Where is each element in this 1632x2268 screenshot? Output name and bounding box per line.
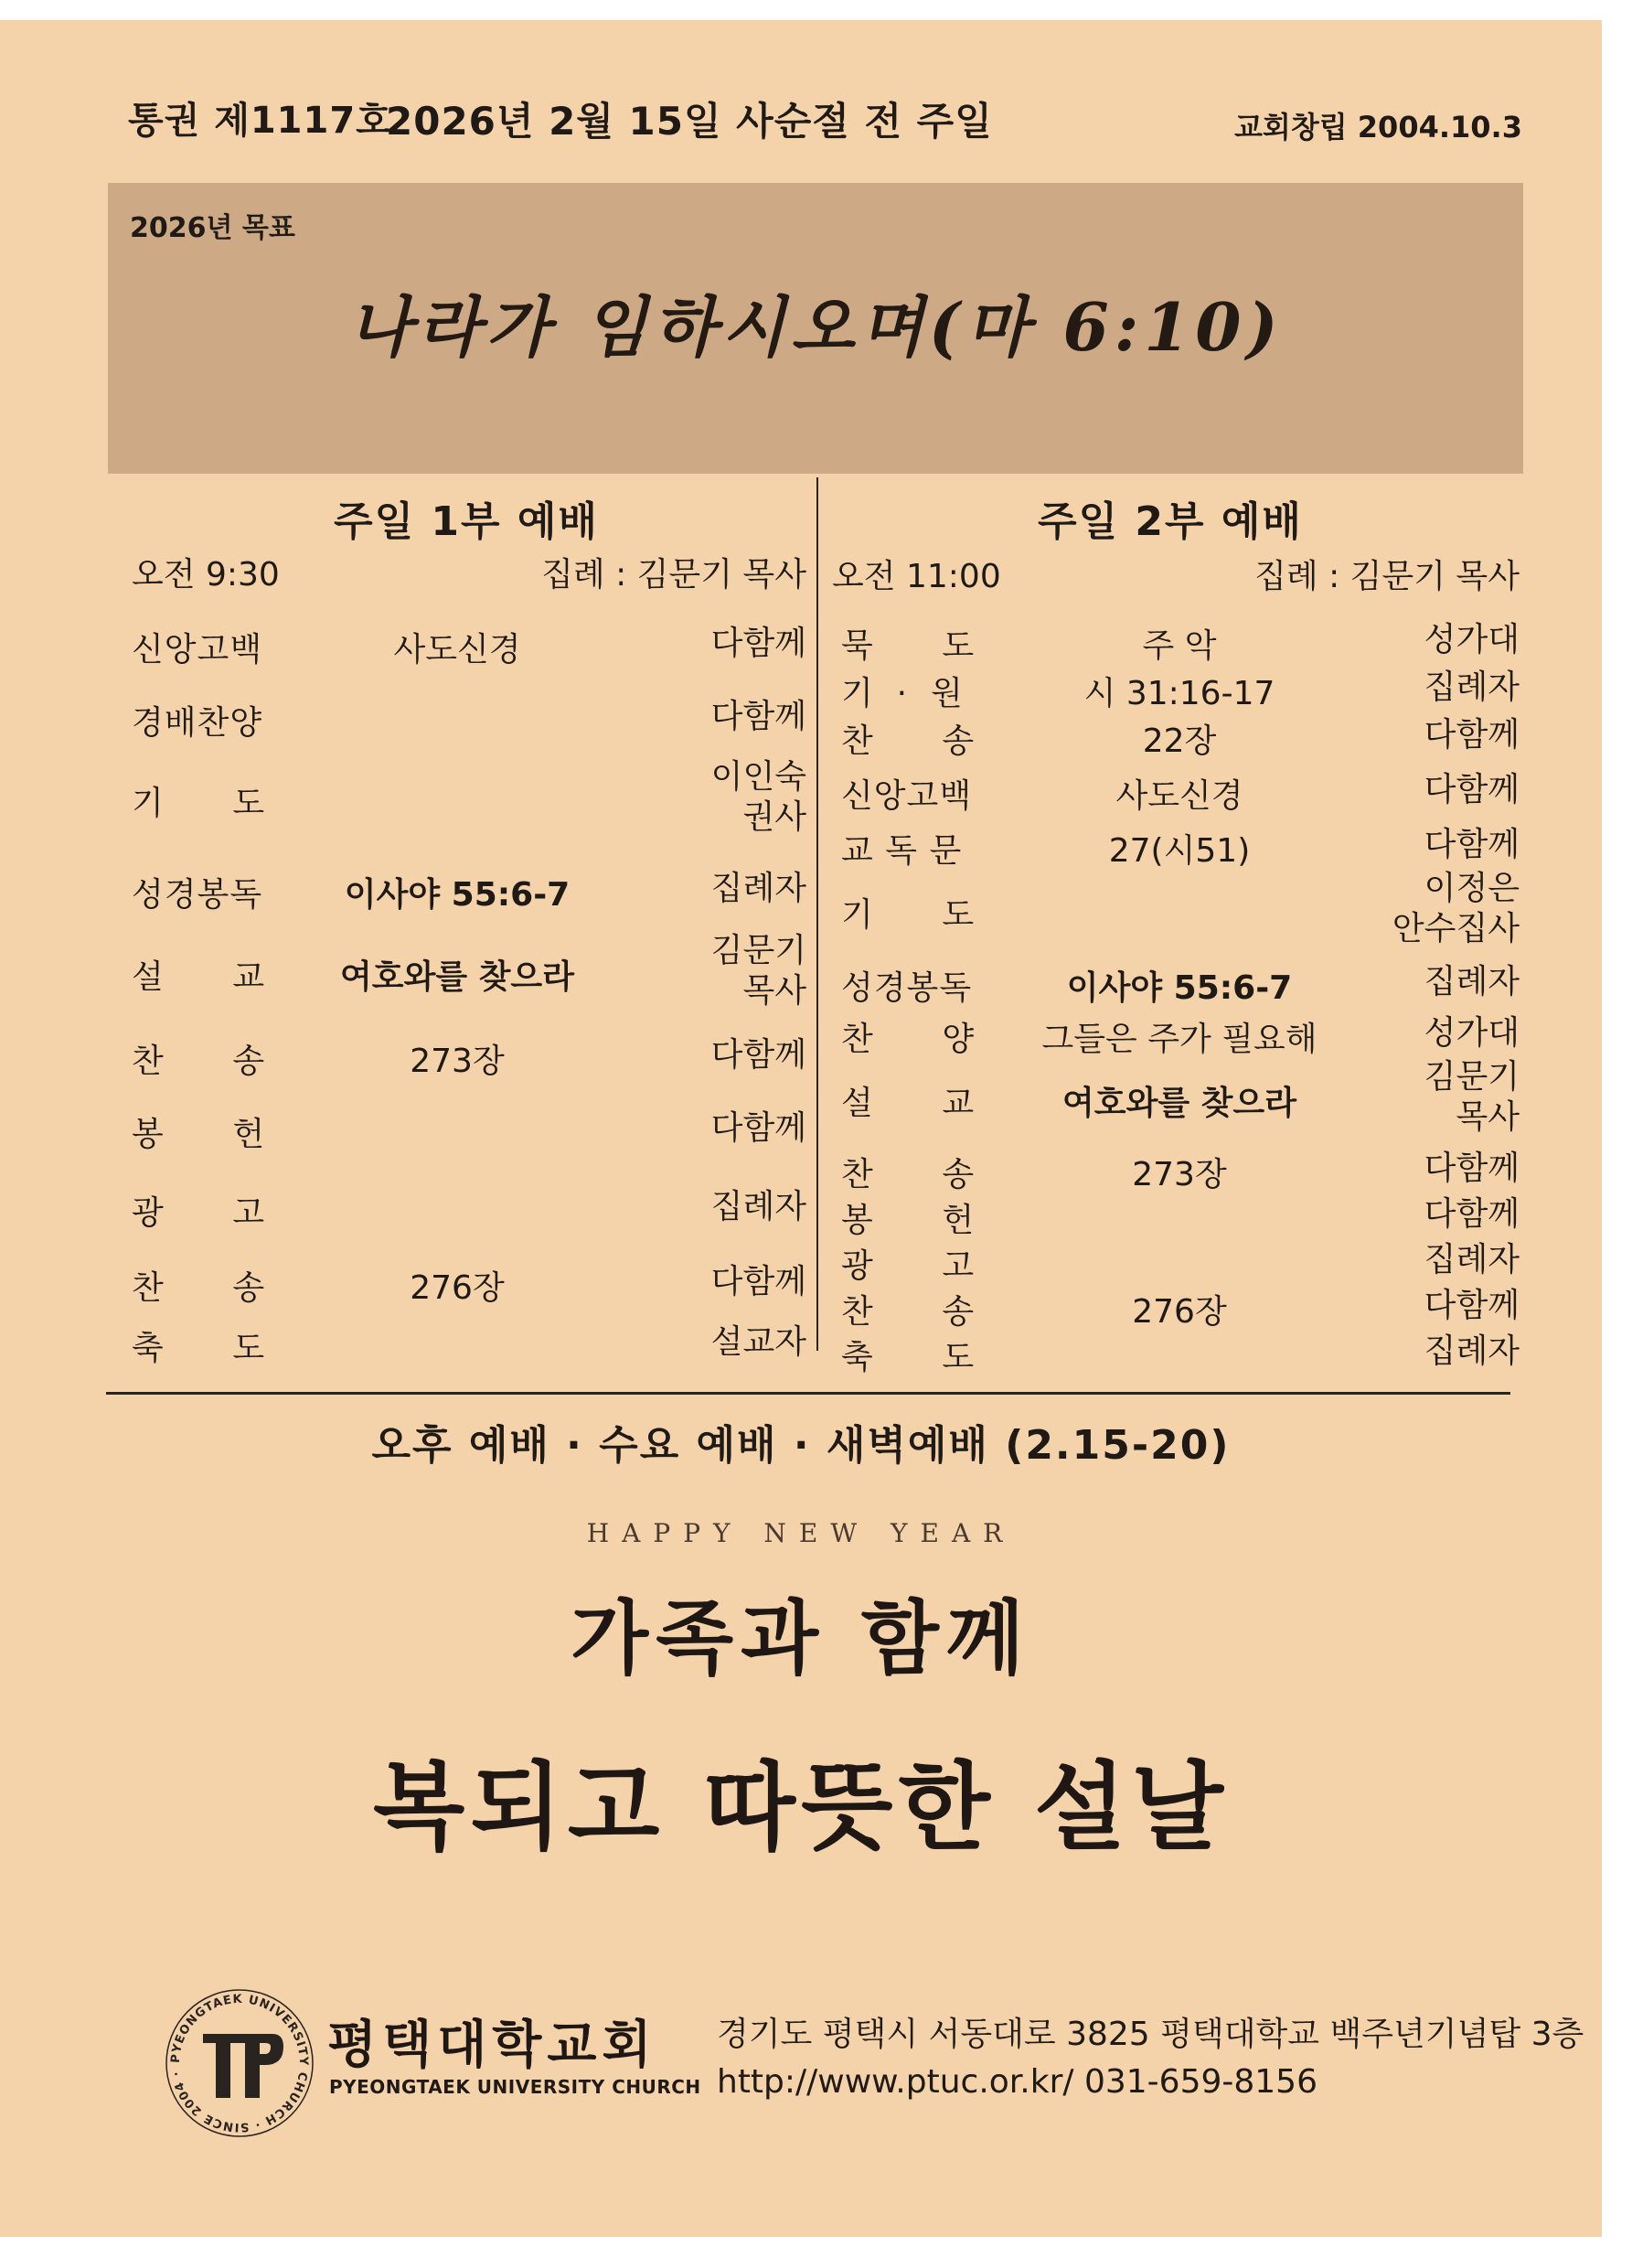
service1-item-name: 설 교 [132,958,266,996]
service1-item-performer: 다함께 [710,1109,806,1147]
service2-item-performer: 다함께 [1424,1195,1520,1233]
service1-time: 오전 9:30 [132,556,280,594]
other-services: 오후 예배 · 수요 예배 · 새벽예배 (2.15-20) [371,1422,1231,1469]
service2-item-name: 설 교 [841,1085,976,1122]
service2-item-performer: 다함께 [1424,826,1520,863]
service2-item-performer: 다함께 [1424,1150,1520,1187]
service1-item-name: 성경봉독 [132,876,263,914]
service2-item-performer: 성가대 [1424,621,1520,658]
service2-item-name: 광 고 [841,1247,976,1285]
church-website-phone[interactable]: http://www.ptuc.or.kr/ 031-659-8156 [717,2063,1317,2101]
service2-item-name: 축 도 [841,1339,976,1376]
service1-item-name: 광 고 [132,1194,266,1232]
greeting-line-1: 가족과 함께 [571,1590,1031,1685]
church-name-english: PYEONGTAEK UNIVERSITY CHURCH [329,2076,701,2098]
service1-item-content: 사도신경 [393,631,521,669]
bulletin-page [0,20,1602,2237]
service2-item-content: 여호와를 찾으라 [1062,1085,1296,1122]
service2-item-name: 기 · 원 [841,675,964,712]
service1-item-performer: 다함께 [710,625,806,662]
service2-item-name: 성경봉독 [841,969,973,1007]
service1-item-name: 찬 송 [132,1269,266,1307]
service2-item-performer: 이정은 안수집사 [1392,870,1520,947]
bulletin-date-title: 2026년 2월 15일 사순절 전 주일 [386,99,993,144]
service1-item-name: 기 도 [132,785,266,822]
service2-item-performer: 김문기 목사 [1424,1058,1520,1136]
service2-time: 오전 11:00 [832,558,1001,595]
service2-item-performer: 성가대 [1424,1014,1520,1052]
service2-title: 주일 2부 예배 [1038,498,1303,545]
service2-item-name: 교 독 문 [841,832,963,870]
service1-item-performer: 다함께 [710,1036,806,1074]
service2-item-content: 27(시51) [1108,832,1251,870]
service2-item-performer: 집례자 [1424,1332,1520,1370]
issue-number: 통권 제1117호 [128,100,392,142]
year-goal-banner [108,183,1523,474]
service1-item-content: 여호와를 찾으라 [340,958,574,996]
service1-item-name: 축 도 [132,1330,266,1367]
year-goal-text: 나라가 임하시오며(마 6:10) [347,288,1284,366]
service2-item-name: 찬 송 [841,1293,976,1331]
service2-item-content: 273장 [1132,1156,1227,1193]
service1-item-content: 276장 [410,1269,505,1307]
service2-item-name: 봉 헌 [841,1202,976,1239]
service2-item-name: 찬 송 [841,722,976,760]
service1-item-performer: 다함께 [710,698,806,735]
happy-new-year-text: HAPPY NEW YEAR [586,1518,1016,1548]
service1-title: 주일 1부 예배 [334,498,599,545]
church-name-korean: 평택대학교회 [327,2016,657,2075]
service1-item-performer: 집례자 [710,1188,806,1225]
service2-item-content: 이사야 55:6-7 [1066,969,1293,1007]
service1-item-performer: 이인숙 권사 [710,758,806,836]
service1-item-name: 찬 송 [132,1043,266,1080]
church-logo-icon [163,1986,316,2140]
service2-item-content: 22장 [1142,722,1217,760]
logo-ring-text: PYEONGTAEK UNIVERSITY CHURCH · SINCE 2004 · [168,1992,311,2134]
year-goal-label: 2026년 목표 [130,212,295,244]
service2-item-name: 신앙고백 [841,777,973,815]
service1-item-content: 273장 [410,1043,505,1080]
service2-item-name: 기 도 [841,896,976,934]
greeting-line-2: 복되고 따뜻한 설날 [372,1750,1230,1863]
service1-item-name: 봉 헌 [132,1116,266,1153]
service2-item-content: 사도신경 [1115,777,1243,815]
service1-item-performer: 다함께 [710,1263,806,1300]
church-address: 경기도 평택시 서동대로 3825 평택대학교 백주년기념탑 3층 [717,2016,1584,2053]
service2-item-content: 주 악 [1142,627,1217,665]
service2-item-performer: 집례자 [1424,669,1520,706]
service2-item-name: 묵 도 [841,627,976,665]
service2-item-performer: 다함께 [1424,716,1520,754]
service1-item-performer: 설교자 [710,1323,806,1361]
service1-presider: 집례 : 김문기 목사 [541,556,806,594]
service1-item-name: 경배찬양 [132,704,263,742]
service2-item-name: 찬 송 [841,1156,976,1193]
svg-text:PYEONGTAEK UNIVERSITY CHURCH · [169,1993,310,2134]
church-founded: 교회창립 2004.10.3 [1234,110,1522,144]
service1-item-performer: 집례자 [710,870,806,907]
service1-item-name: 신앙고백 [132,631,263,669]
service2-item-performer: 다함께 [1424,771,1520,808]
service2-item-name: 찬 양 [841,1021,976,1058]
service1-item-content: 이사야 55:6-7 [344,876,571,914]
service1-item-performer: 김문기 목사 [710,932,806,1010]
service2-item-performer: 집례자 [1424,1241,1520,1278]
service2-item-content: 시 31:16-17 [1083,675,1275,712]
service2-item-content: 276장 [1132,1293,1227,1331]
column-divider [816,477,818,1351]
service2-item-performer: 집례자 [1424,963,1520,1000]
service2-item-content: 그들은 주가 필요해 [1041,1021,1317,1058]
section-divider [106,1392,1510,1395]
service2-item-performer: 다함께 [1424,1287,1520,1324]
service2-presider: 집례 : 김문기 목사 [1254,558,1520,595]
